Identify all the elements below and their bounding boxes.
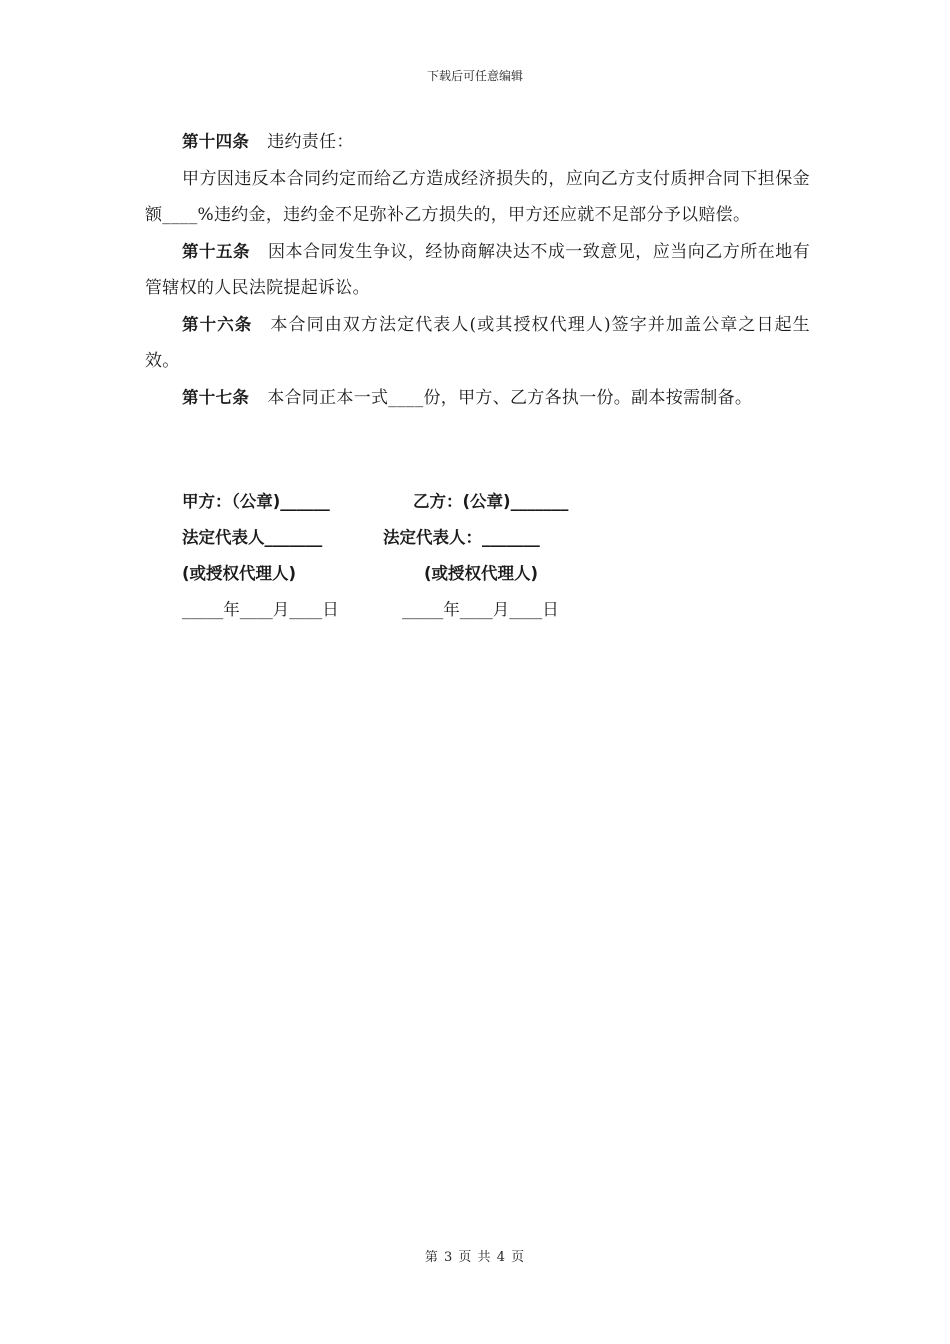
agent-b-label: (或授权代理人) bbox=[424, 564, 539, 583]
party-a-label: 甲方：（公章)______ bbox=[182, 492, 330, 511]
party-b-label: 乙方：(公章)_______ bbox=[413, 492, 569, 511]
article-17 bbox=[145, 380, 810, 417]
article-16 bbox=[145, 307, 810, 380]
page-footer: 第 3 页 共 4 页 bbox=[424, 1250, 526, 1265]
date-a: _____年____月____日 bbox=[182, 600, 339, 619]
contract-body bbox=[145, 124, 810, 416]
date-b: _____年____月____日 bbox=[402, 600, 559, 619]
article-title: 第十七条 bbox=[182, 387, 250, 407]
article-text: 本合同正本一式____份，甲方、乙方各执一份。副本按需制备。 bbox=[267, 387, 753, 408]
article-title: 第十五条 bbox=[182, 241, 250, 261]
article-text: 甲方因违反本合同约定而给乙方造成经济损失的，应向乙方支付质押合同下担保金额____%违约金，违约金不足弥补乙方损失的，甲方还应就不足部分予以赔偿。 bbox=[145, 168, 810, 225]
article-14 bbox=[145, 124, 810, 161]
article-14-content bbox=[145, 161, 810, 234]
article-text: 因本合同发生争议，经协商解决达不成一致意见，应当向乙方所在地有管辖权的人民法院提起诉讼。 bbox=[145, 241, 810, 298]
article-text: 违约责任： bbox=[267, 132, 354, 152]
article-15 bbox=[145, 234, 810, 307]
article-text: 本合同由双方法定代表人(或其授权代理人)签字并加盖公章之日起生效。 bbox=[145, 314, 810, 371]
agent-a-label: (或授权代理人) bbox=[182, 564, 297, 583]
article-title: 第十六条 bbox=[182, 314, 253, 334]
article-title: 第十四条 bbox=[182, 132, 250, 151]
page-header: 下载后可任意编辑 bbox=[426, 69, 523, 83]
rep-b-label: 法定代表人：_______ bbox=[383, 528, 540, 547]
rep-a-label: 法定代表人_______ bbox=[182, 528, 323, 547]
